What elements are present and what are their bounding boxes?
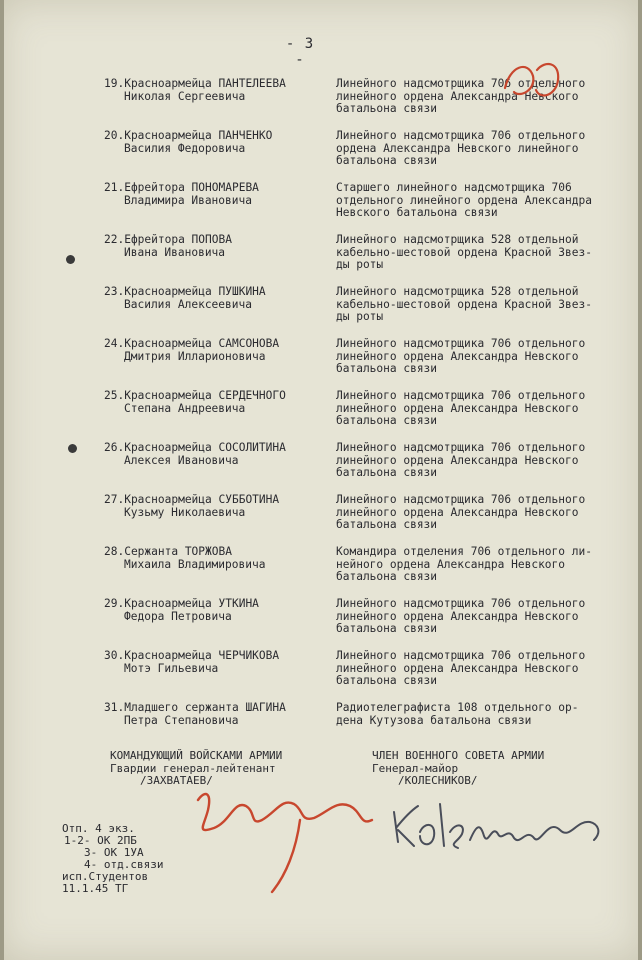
- signature-tail: [272, 820, 300, 892]
- position-line: Линейного надсмотрщика 528 отдельной: [336, 233, 579, 246]
- position-line: Старшего линейного надсмотрщика 706: [336, 181, 572, 194]
- position-line: линейного ордена Александра Невского: [336, 89, 579, 103]
- position-line: батальона связи: [336, 362, 438, 375]
- position-line: отдельного линейного ордена Александра: [336, 193, 592, 207]
- council-member-name: /КОЛЕСНИКОВ/: [398, 774, 478, 787]
- recipient-rank-surname: 31.Младшего сержанта ШАГИНА: [104, 701, 286, 714]
- recipient-given-names: Василия Федоровича: [124, 141, 246, 155]
- position-line: ды роты: [336, 258, 384, 271]
- recipient-rank-surname: 23.Красноармейца ПУШКИНА: [104, 285, 266, 298]
- council-member-rank: Генерал-майор: [372, 761, 459, 775]
- recipient-given-names: Кузьму Николаевича: [124, 505, 246, 519]
- position-line: Невского батальона связи: [336, 206, 498, 219]
- recipient-given-names: Степана Андреевича: [124, 401, 246, 415]
- copies-line: 11.1.45 ТГ: [62, 882, 129, 895]
- recipient-given-names: Михаила Владимировича: [124, 557, 266, 571]
- position-line: линейного ордена Александра Невского: [336, 661, 579, 675]
- position-line: батальона связи: [336, 414, 438, 427]
- recipient-given-names: Петра Степановича: [124, 713, 239, 727]
- copies-line: 4- отд.связи: [84, 858, 164, 871]
- recipient-rank-surname: 21.Ефрейтора ПОНОМАРЕВА: [104, 181, 259, 194]
- position-line: ордена Александра Невского линейного: [336, 141, 579, 155]
- position-line: батальона связи: [336, 622, 438, 635]
- position-line: батальона связи: [336, 154, 438, 167]
- recipient-given-names: Владимира Ивановича: [124, 193, 252, 207]
- position-line: кабельно-шестовой ордена Красной Звез-: [336, 297, 592, 311]
- position-line: Линейного надсмотрщика 706 отдельного: [336, 597, 586, 610]
- red-pencil-annotation: [505, 64, 558, 95]
- recipient-rank-surname: 24.Красноармейца САМСОНОВА: [104, 337, 280, 350]
- recipient-rank-surname: 19.Красноармейца ПАНТЕЛЕЕВА: [104, 77, 286, 90]
- recipient-rank-surname: 25.Красноармейца СЕРДЕЧНОГО: [104, 389, 286, 402]
- recipient-rank-surname: 22.Ефрейтора ПОПОВА: [104, 233, 232, 246]
- recipient-rank-surname: 29.Красноармейца УТКИНА: [104, 597, 259, 610]
- recipient-given-names: Федора Петровича: [124, 609, 232, 623]
- council-member-title: ЧЛЕН ВОЕННОГО СОВЕТА АРМИИ: [372, 749, 545, 762]
- position-line: нейного ордена Александра Невского: [336, 557, 566, 571]
- position-line: Радиотелеграфиста 108 отдельного ор-: [336, 701, 579, 714]
- copies-line: 3- ОК 1УА: [84, 846, 144, 859]
- position-line: Линейного надсмотрщика 706 отдельного: [336, 389, 586, 402]
- position-line: батальона связи: [336, 102, 438, 115]
- position-line: батальона связи: [336, 570, 438, 583]
- copies-line: Отп. 4 экз.: [62, 822, 135, 835]
- recipient-rank-surname: 30.Красноармейца ЧЕРЧИКОВА: [104, 649, 280, 662]
- position-line: Линейного надсмотрщика 528 отдельной: [336, 285, 579, 298]
- position-line: Линейного надсмотрщика 706 отдельного: [336, 337, 586, 350]
- position-line: Линейного надсмотрщика 706 отдельного: [336, 129, 586, 142]
- commander-name: /ЗАХВАТАЕВ/: [140, 774, 213, 787]
- recipient-rank-surname: 28.Сержанта ТОРЖОВА: [104, 545, 232, 558]
- copies-line: исп.Студентов: [62, 870, 149, 883]
- position-line: батальона связи: [336, 518, 438, 531]
- position-line: линейного ордена Александра Невского: [336, 401, 579, 415]
- position-line: батальона связи: [336, 466, 438, 479]
- position-line: Линейного надсмотрщика 706 отдельного: [336, 77, 586, 90]
- position-line: Линейного надсмотрщика 706 отдельного: [336, 493, 586, 506]
- copies-line: 1-2- ОК 2ПБ: [64, 834, 137, 847]
- commander-signature: [198, 794, 372, 830]
- position-line: линейного ордена Александра Невского: [336, 609, 579, 623]
- council-member-signature: [394, 804, 598, 848]
- recipient-given-names: Алексея Ивановича: [124, 453, 239, 467]
- position-line: Линейного надсмотрщика 706 отдельного: [336, 649, 586, 662]
- recipient-given-names: Дмитрия Илларионовича: [124, 349, 266, 363]
- recipient-given-names: Василия Алексеевича: [124, 297, 252, 311]
- recipient-given-names: Ивана Ивановича: [124, 245, 226, 259]
- recipient-given-names: Мотэ Гильевича: [124, 661, 219, 675]
- position-line: линейного ордена Александра Невского: [336, 349, 579, 363]
- recipient-given-names: Николая Сергеевича: [124, 89, 246, 103]
- commander-rank: Гвардии генерал-лейтенант: [110, 761, 276, 775]
- position-line: линейного ордена Александра Невского: [336, 453, 579, 467]
- position-line: кабельно-шестовой ордена Красной Звез-: [336, 245, 592, 259]
- page-number: - 3 -: [285, 36, 315, 68]
- recipient-rank-surname: 27.Красноармейца СУББОТИНА: [104, 493, 280, 506]
- position-line: Линейного надсмотрщика 706 отдельного: [336, 441, 586, 454]
- position-line: дена Кутузова батальона связи: [336, 713, 532, 727]
- position-line: батальона связи: [336, 674, 438, 687]
- position-line: линейного ордена Александра Невского: [336, 505, 579, 519]
- position-line: Командира отделения 706 отдельного ли-: [336, 545, 592, 558]
- recipient-rank-surname: 26.Красноармейца СОСОЛИТИНА: [104, 441, 286, 454]
- position-line: ды роты: [336, 310, 384, 323]
- commander-title: КОМАНДУЮЩИЙ ВОЙСКАМИ АРМИИ: [110, 749, 283, 762]
- recipient-rank-surname: 20.Красноармейца ПАНЧЕНКО: [104, 129, 273, 142]
